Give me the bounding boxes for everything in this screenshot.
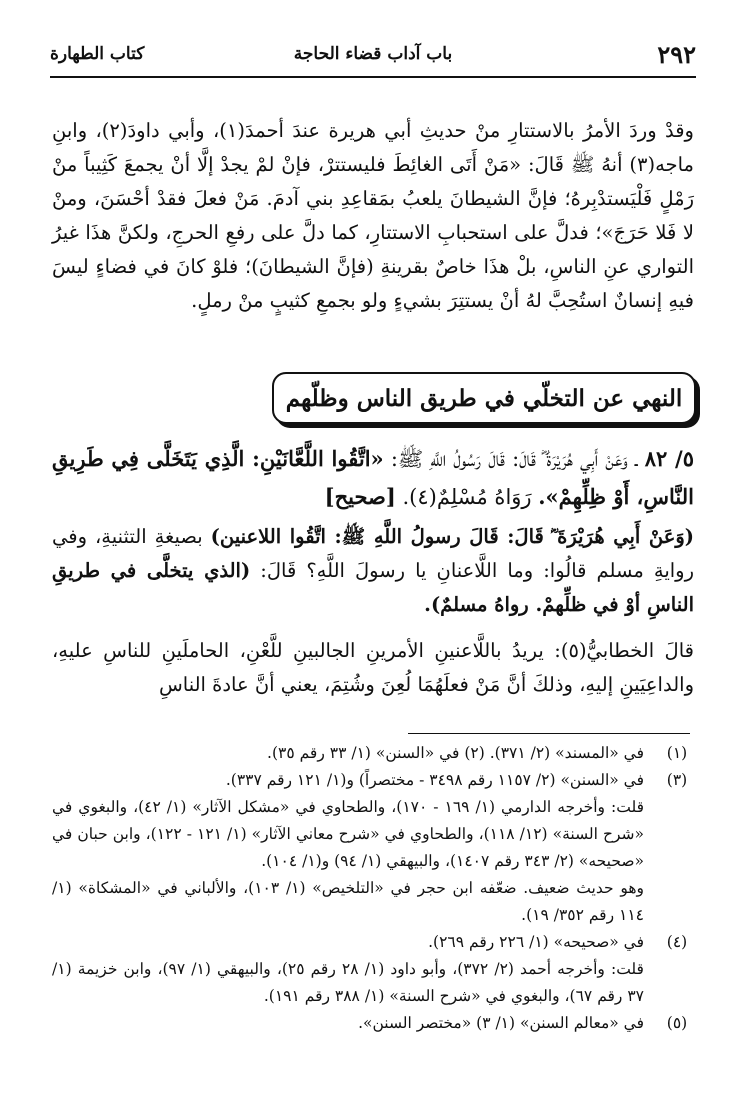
commentary-tail: (الذي يتخلَّى في طريقِ الناسِ أوْ في ظلِّهمْ. رواهُ مسلمٌ). (52, 559, 694, 616)
footnote-3-grading: وهو حديث ضعيف. ضعّفه ابن حجر في «التلخيص» (١/ ١٠٣)، والألباني في «المشكاة» (١/ ١١٤ رقم ٣٥٢/ ١٩). (52, 879, 644, 924)
footnote-mark: (٤) (666, 933, 688, 951)
section-title-box (272, 372, 696, 424)
hadith-source: رَوَاهُ مُسْلِمٌ(٤). (402, 485, 532, 509)
footnotes (52, 740, 694, 1037)
footnote-3-takhrij: قلت: وأخرجه الدارمي (١/ ١٦٩ - ١٧٠)، والطحاوي في «مشكل الآثار» (١/ ٤٢)، والبغوي في «شرح السنة» (١٢/ ١١٨)، والطحاوي في «شرح معاني الآثار» (١/ ١٢١ - ١٢٢)، وابن حبان في «صحيحه» (٢/ ٣٤٣ رقم ١٤٠٧)، والبيهقي (١/ ٩٤) و(١/ ١٠٤). (52, 798, 644, 870)
hadith-text: «اتَّقُوا اللَّعَّانَيْنِ: الَّذِي يَتَخَلَّى فِي طَرِيقِ النَّاسِ، أَوْ ظِلِّهِمْ». (52, 446, 694, 509)
footnote-text: في «المسند» (٢/ ٣٧١). (٢) في «السنن» (١/ ٣٣ رقم ٣٥). (267, 744, 644, 762)
footnote-3 (52, 767, 694, 794)
footnote-text: في «صحيحه» (١/ ٢٢٦ رقم ٢٦٩). (428, 933, 644, 951)
footnote-4-takhrij: قلت: وأخرجه أحمد (٢/ ٣٧٢)، وأبو داود (١/ ٢٨ رقم ٢٥)، والبيهقي (١/ ٩٧)، وابن خزيمة (١/ ٣٧ رقم ٦٧)، والبغوي في «شرح السنة» (١/ ٣٨٨ رقم ١٩١). (52, 960, 644, 1005)
header-divider (50, 76, 696, 78)
book-title: كتاب الطهارة (50, 44, 145, 64)
hadith-number: ٥/ ٨٢ (644, 446, 694, 471)
footnote-mark: (١) (666, 744, 688, 762)
khattabi-paragraph: قالَ الخطابيُّ(٥): يريدُ باللَّاعنينِ الأمرينِ الجالبينِ للَّعْنِ، الحاملَينِ للناسِ عليهِ، والداعِيَينِ إليهِ، وذلكَ أنَّ مَنْ فعلَهُمَا لُعِنَ وشُتِمَ، يعني أنَّ عادةَ الناسِ (52, 639, 694, 696)
paragraph-istitar: وقدْ وردَ الأمرُ بالاستتارِ منْ حديثِ أبي هريرة عندَ أحمدَ(١)، وأبي داودَ(٢)، وابنِ ماجه(٣) أنهُ ﷺ قَالَ: «مَنْ أَتَى الغائِطَ فليستترْ، فإنْ لمْ يجدْ إلَّا أنْ يجمعَ كَثِيباً منْ رَمْلٍ فَلْيَستدْبِرهُ؛ فإنَّ الشيطانَ يلعبُ بمَقاعِدِ بني آدمَ. مَنْ فعلَ فقدْ أحْسَنَ، ومنْ لا فَلا حَرَجَ»؛ فدلَّ على استحبابِ الاستتارِ، كما دلَّ على رفعِ الحرجِ، ولكنَّ هذَا غيرُ التواري عنِ الناسِ، بلْ هذَا خاصٌ بقرينةِ (فإنَّ الشيطانَ)؛ فلوْ كانَ في فضاءٍ ليسَ فيهِ إنسانٌ استُحِبَّ لهُ أنْ يستتِرَ بشيءٍ ولو بجمعِ كثيبٍ منْ رملٍ. (52, 119, 694, 312)
commentary-text: بصيغةِ التثنيةِ، وفي روايةِ مسلم قالُوا: وما اللَّاعنانِ يا رسولَ اللَّهِ؟ قَالَ: (52, 525, 694, 582)
commentary-lead: (وَعَنْ أَبِي هُرَيْرَةَ ؓ قَالَ: قَالَ رسولُ اللَّهِ ﷺ: اتَّقُوا اللاعنين) (210, 525, 694, 548)
footnote-text: في «معالم السنن» (١/ ٣) «مختصر السنن». (358, 1014, 644, 1032)
section-title: النهي عن التخلّي في طريق الناس وظلّهم (285, 384, 683, 412)
footnote-5 (52, 1010, 694, 1037)
footnote-4 (52, 929, 694, 956)
hadith-intro: ـ وَعَنْ أَبِي هُرَيْرَةَ ؓ قَالَ: قَالَ رَسُولُ اللَّهِ ﷺ: (390, 447, 638, 471)
footnote-divider (408, 733, 690, 734)
page-header (50, 40, 696, 72)
footnote-text: في «السنن» (٢/ ١١٥٧ رقم ٣٤٩٨ - مختصراً) و(١/ ١٢١ رقم ٣٣٧). (225, 771, 644, 789)
page-number: ٢٩٢ (657, 40, 696, 69)
commentary-paragraph (52, 520, 694, 622)
hadith-block (52, 440, 694, 516)
chapter-title: باب آداب قضاء الحاجة (293, 44, 453, 64)
footnote-mark: (٥) (666, 1014, 688, 1032)
footnote-mark: (٣) (666, 771, 688, 789)
footnote-1-2 (52, 740, 694, 767)
hadith-grade: [صحيح] (324, 484, 396, 509)
